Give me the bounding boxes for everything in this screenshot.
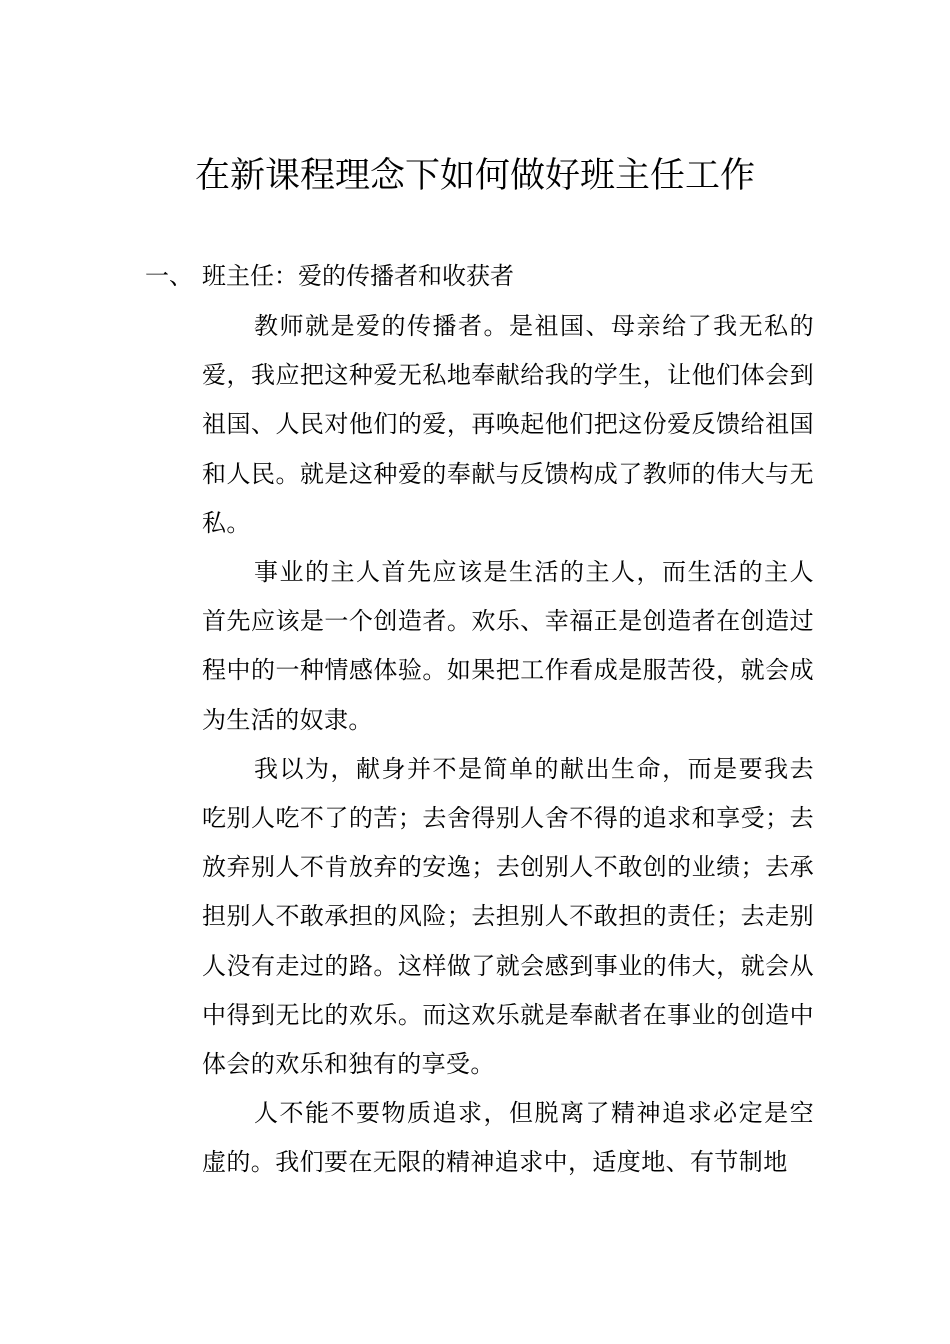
paragraph: 事业的主人首先应该是生活的主人，而生活的主人首先应该是一个创造者。欢乐、幸福正是创造者在创造过程中的一种情感体验。如果把工作看成是服苦役，就会成为生活的奴隶。 (202, 558, 814, 734)
paragraph: 我以为，献身并不是简单的献出生命，而是要我去吃别人吃不了的苦；去舍得别人舍不得的追求和享受；去放弃别人不肯放弃的安逸；去创别人不敢创的业绩；去承担别人不敢承担的风险；去担别人不敢担的责任；去走别人没有走过的路。这样做了就会感到事业的伟大，就会从中得到无比的欢乐。而这欢乐就是奉献者在事业的创造中体会的欢乐和独有的享受。 (202, 754, 814, 1079)
paragraph: 人不能不要物质追求，但脱离了精神追求必定是空虚的。我们要在无限的精神追求中，适度地、有节制地 (202, 1099, 814, 1177)
paragraph: 教师就是爱的传播者。是祖国、母亲给了我无私的爱，我应把这种爱无私地奉献给我的学生，让他们体会到祖国、人民对他们的爱，再唤起他们把这份爱反馈给祖国和人民。就是这种爱的奉献与反馈构成了教师的伟大与无私。 (202, 312, 814, 537)
section-heading-text: 班主任：爱的传播者和收获者 (202, 262, 514, 290)
section-heading (145, 252, 825, 300)
section-number: 一、 (145, 262, 193, 290)
body-text (202, 302, 814, 1188)
document-title: 在新课程理念下如何做好班主任工作 (194, 156, 755, 196)
